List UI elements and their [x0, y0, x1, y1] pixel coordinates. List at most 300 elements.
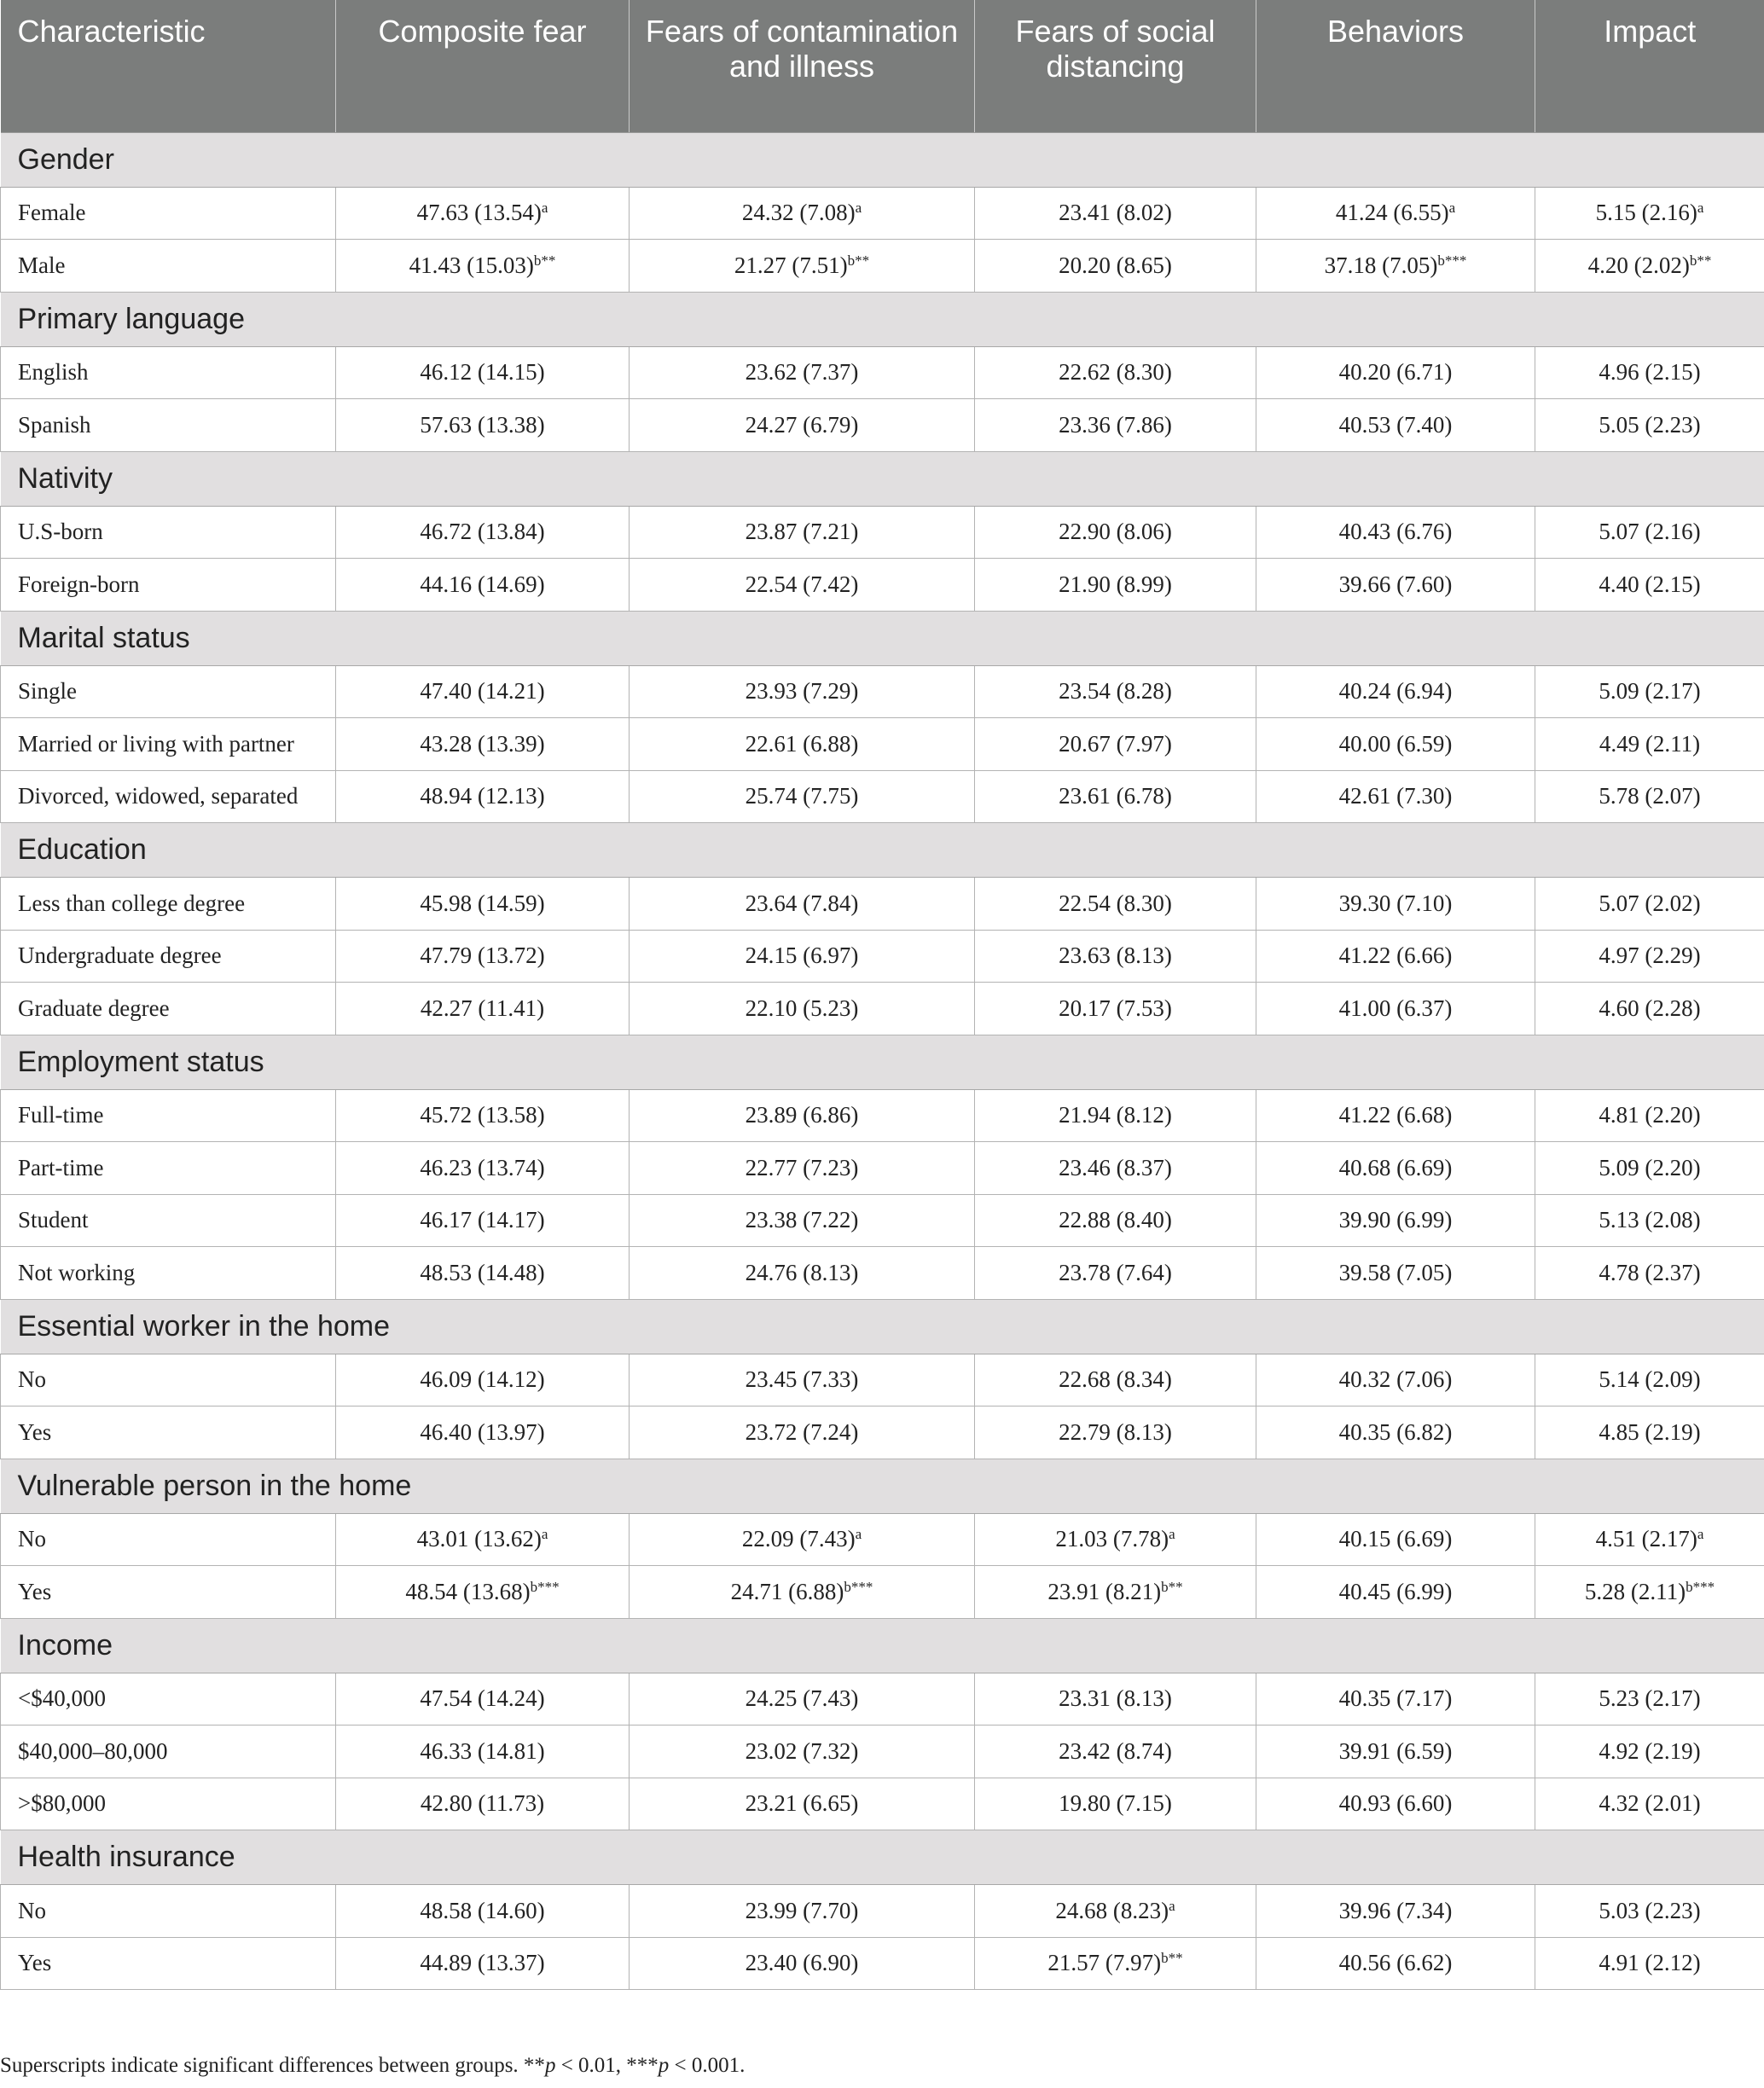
table-cell: [975, 240, 1256, 293]
table-row: [1, 559, 1764, 612]
table-cell: [630, 1726, 975, 1778]
significance-superscript: a: [541, 200, 548, 217]
row-label: No: [1, 1885, 336, 1938]
table-cell: [630, 1513, 975, 1566]
table-cell: [1535, 187, 1764, 240]
group-header-row: [1, 1830, 1764, 1885]
cell-value: 42.27 (11.41): [420, 995, 545, 1021]
cell-value: 4.91 (2.12): [1599, 1950, 1701, 1976]
cell-value: 48.54 (13.68): [405, 1578, 531, 1604]
cell-value: 22.68 (8.34): [1059, 1366, 1172, 1393]
table-cell: [336, 1247, 630, 1300]
cell-value: 22.09 (7.43): [741, 1526, 856, 1552]
header-characteristic: Characteristic: [1, 0, 336, 132]
table-cell: [1535, 1194, 1764, 1247]
table-row: [1, 1726, 1764, 1778]
table-cell: [1535, 1247, 1764, 1300]
cell-value: 39.58 (7.05): [1338, 1259, 1453, 1285]
table-cell: [1256, 1247, 1535, 1300]
cell-value: 5.14 (2.09): [1599, 1366, 1701, 1393]
table-cell: [336, 399, 630, 452]
cell-value: 4.97 (2.29): [1599, 942, 1701, 969]
table-cell: [336, 1354, 630, 1406]
row-label: Yes: [1, 1406, 336, 1459]
group-header-row: [1, 823, 1764, 878]
cell-value: 25.74 (7.75): [745, 783, 859, 809]
cell-value: 23.40 (6.90): [745, 1950, 859, 1976]
cell-value: 39.96 (7.34): [1338, 1897, 1453, 1923]
table-body: [1, 132, 1764, 1990]
table-cell: [336, 718, 630, 771]
row-label: <$40,000: [1, 1673, 336, 1726]
row-label: Less than college degree: [1, 878, 336, 931]
group-header-row: [1, 1299, 1764, 1354]
table-cell: [630, 1885, 975, 1938]
table-cell: [336, 1778, 630, 1830]
footnote-text: < 0.001.: [669, 2054, 746, 2077]
cell-value: 45.98 (14.59): [420, 890, 545, 916]
significance-superscript: a: [1169, 1526, 1175, 1543]
cell-value: 5.78 (2.07): [1599, 783, 1701, 809]
cell-value: 46.09 (14.12): [420, 1366, 545, 1393]
cell-value: 5.09 (2.20): [1599, 1154, 1701, 1180]
significance-superscript: b**: [1689, 252, 1712, 269]
table-cell: [975, 1566, 1256, 1619]
cell-value: 23.91 (8.21): [1047, 1578, 1162, 1604]
cell-value: 40.53 (7.40): [1338, 411, 1453, 438]
table-cell: [630, 665, 975, 718]
table-cell: [1256, 983, 1535, 1035]
table-cell: [336, 1726, 630, 1778]
group-title: Employment status: [1, 1035, 1764, 1089]
cell-value: 42.61 (7.30): [1338, 783, 1453, 809]
table-cell: [630, 1142, 975, 1195]
table-cell: [1256, 506, 1535, 559]
cell-value: 42.80 (11.73): [420, 1790, 545, 1817]
table-cell: [1535, 346, 1764, 399]
row-label: No: [1, 1354, 336, 1406]
group-header-row: [1, 292, 1764, 346]
table-cell: [1256, 878, 1535, 931]
table-cell: [630, 770, 975, 823]
cell-value: 23.72 (7.24): [745, 1418, 859, 1445]
table-cell: [1256, 665, 1535, 718]
cell-value: 5.05 (2.23): [1599, 411, 1701, 438]
significance-superscript: b**: [1161, 1578, 1183, 1595]
table-row: [1, 1778, 1764, 1830]
cell-value: 43.01 (13.62): [416, 1526, 542, 1552]
cell-value: 24.15 (6.97): [745, 942, 859, 969]
table-cell: [975, 506, 1256, 559]
cell-value: 22.10 (5.23): [745, 995, 859, 1021]
cell-value: 23.38 (7.22): [745, 1207, 859, 1233]
cell-value: 4.81 (2.20): [1599, 1102, 1701, 1128]
table-cell: [975, 1673, 1256, 1726]
cell-value: 41.00 (6.37): [1338, 995, 1453, 1021]
table-cell: [336, 1089, 630, 1142]
table-cell: [1535, 1513, 1764, 1566]
header-behaviors: Behaviors: [1256, 0, 1535, 132]
table-cell: [975, 1247, 1256, 1300]
table-cell: [1535, 1406, 1764, 1459]
table-cell: [1535, 665, 1764, 718]
table-cell: [1535, 1354, 1764, 1406]
table-cell: [975, 1406, 1256, 1459]
row-label: Full-time: [1, 1089, 336, 1142]
table-cell: [336, 930, 630, 983]
table-cell: [1535, 1778, 1764, 1830]
cell-value: 23.78 (7.64): [1059, 1259, 1172, 1285]
group-header-row: [1, 132, 1764, 187]
table-row: [1, 1142, 1764, 1195]
table-cell: [336, 665, 630, 718]
row-label: Male: [1, 240, 336, 293]
table-row: [1, 1194, 1764, 1247]
table-cell: [1256, 1354, 1535, 1406]
significance-superscript: b***: [1686, 1578, 1715, 1595]
table-cell: [630, 1089, 975, 1142]
cell-value: 40.43 (6.76): [1338, 519, 1453, 545]
cell-value: 4.85 (2.19): [1599, 1418, 1701, 1445]
table-cell: [975, 665, 1256, 718]
cell-value: 40.00 (6.59): [1338, 730, 1453, 757]
table-cell: [336, 770, 630, 823]
group-title: Primary language: [1, 292, 1764, 346]
cell-value: 40.56 (6.62): [1338, 1950, 1453, 1976]
table-cell: [336, 1194, 630, 1247]
table-header: [1, 0, 1764, 132]
table-row: [1, 1937, 1764, 1990]
cell-value: 39.30 (7.10): [1338, 890, 1453, 916]
cell-value: 5.15 (2.16): [1595, 200, 1697, 226]
table-cell: [975, 1354, 1256, 1406]
cell-value: 46.23 (13.74): [420, 1154, 545, 1180]
table-cell: [975, 718, 1256, 771]
group-title: Education: [1, 823, 1764, 878]
cell-value: 40.93 (6.60): [1338, 1790, 1453, 1817]
row-label: Foreign-born: [1, 559, 336, 612]
cell-value: 23.46 (8.37): [1059, 1154, 1172, 1180]
cell-value: 20.20 (8.65): [1059, 252, 1172, 278]
cell-value: 23.62 (7.37): [745, 359, 859, 386]
table-cell: [975, 770, 1256, 823]
cell-value: 48.94 (12.13): [420, 783, 545, 809]
table-cell: [1256, 1566, 1535, 1619]
cell-value: 4.92 (2.19): [1599, 1737, 1701, 1764]
table-cell: [630, 1194, 975, 1247]
cell-value: 4.78 (2.37): [1599, 1259, 1701, 1285]
table-cell: [975, 1778, 1256, 1830]
table-cell: [975, 1937, 1256, 1990]
table-cell: [630, 1937, 975, 1990]
significance-superscript: b**: [847, 252, 870, 269]
cell-value: 22.90 (8.06): [1059, 519, 1172, 545]
table-cell: [975, 878, 1256, 931]
table-cell: [1535, 240, 1764, 293]
cell-value: 23.87 (7.21): [745, 519, 859, 545]
table-cell: [975, 559, 1256, 612]
cell-value: 43.28 (13.39): [420, 730, 545, 757]
cell-value: 5.13 (2.08): [1599, 1207, 1701, 1233]
cell-value: 40.24 (6.94): [1338, 678, 1453, 705]
cell-value: 4.96 (2.15): [1599, 359, 1701, 386]
significance-superscript: b***: [530, 1578, 560, 1595]
cell-value: 22.61 (6.88): [745, 730, 859, 757]
footnote-text: Superscripts indicate significant differences between groups. **: [0, 2054, 545, 2077]
cell-value: 5.23 (2.17): [1599, 1685, 1701, 1712]
table-cell: [1256, 930, 1535, 983]
group-title: Gender: [1, 132, 1764, 187]
table-cell: [1535, 1566, 1764, 1619]
table-cell: [630, 1247, 975, 1300]
table-cell: [1535, 983, 1764, 1035]
cell-value: 44.89 (13.37): [420, 1950, 545, 1976]
table-row: [1, 930, 1764, 983]
cell-value: 40.35 (6.82): [1338, 1418, 1453, 1445]
row-label: U.S-born: [1, 506, 336, 559]
row-label: Spanish: [1, 399, 336, 452]
cell-value: 24.71 (6.88): [730, 1578, 844, 1604]
table-cell: [630, 399, 975, 452]
table-cell: [336, 346, 630, 399]
table-cell: [630, 878, 975, 931]
table-cell: [1256, 770, 1535, 823]
cell-value: 23.64 (7.84): [745, 890, 859, 916]
table-cell: [975, 346, 1256, 399]
cell-value: 23.42 (8.74): [1059, 1737, 1172, 1764]
cell-value: 41.22 (6.66): [1338, 942, 1453, 969]
group-title: Marital status: [1, 611, 1764, 665]
cell-value: 19.80 (7.15): [1059, 1790, 1172, 1817]
cell-value: 22.79 (8.13): [1059, 1418, 1172, 1445]
table-cell: [1256, 399, 1535, 452]
table-row: [1, 240, 1764, 293]
group-header-row: [1, 1459, 1764, 1513]
table-row: [1, 983, 1764, 1035]
table-cell: [336, 1513, 630, 1566]
table-cell: [975, 1194, 1256, 1247]
cell-value: 39.90 (6.99): [1338, 1207, 1453, 1233]
cell-value: 23.99 (7.70): [745, 1897, 859, 1923]
table-row: [1, 770, 1764, 823]
cell-value: 39.66 (7.60): [1338, 571, 1453, 597]
table-cell: [975, 1089, 1256, 1142]
table-cell: [1256, 1937, 1535, 1990]
cell-value: 24.68 (8.23): [1055, 1897, 1169, 1923]
cell-value: 4.51 (2.17): [1595, 1526, 1697, 1552]
table-cell: [1256, 346, 1535, 399]
table-cell: [1256, 1142, 1535, 1195]
cell-value: 5.09 (2.17): [1599, 678, 1701, 705]
cell-value: 45.72 (13.58): [420, 1102, 545, 1128]
cell-value: 5.28 (2.11): [1584, 1578, 1686, 1604]
table-cell: [975, 399, 1256, 452]
table-cell: [1256, 240, 1535, 293]
cell-value: 4.20 (2.02): [1587, 252, 1690, 278]
significance-superscript: a: [1697, 1526, 1704, 1543]
table-cell: [1535, 1937, 1764, 1990]
cell-value: 41.24 (6.55): [1335, 200, 1449, 226]
row-label: >$80,000: [1, 1778, 336, 1830]
cell-value: 22.77 (7.23): [745, 1154, 859, 1180]
table-row: [1, 1354, 1764, 1406]
significance-superscript: b***: [844, 1578, 873, 1595]
table-row: [1, 399, 1764, 452]
table-cell: [975, 930, 1256, 983]
cell-value: 23.21 (6.65): [745, 1790, 859, 1817]
table-cell: [1256, 559, 1535, 612]
group-title: Vulnerable person in the home: [1, 1459, 1764, 1513]
cell-value: 22.54 (8.30): [1059, 890, 1172, 916]
table-cell: [630, 346, 975, 399]
table-cell: [336, 1937, 630, 1990]
cell-value: 22.62 (8.30): [1059, 359, 1172, 386]
table-cell: [1256, 1513, 1535, 1566]
cell-value: 22.88 (8.40): [1059, 1207, 1172, 1233]
row-label: Student: [1, 1194, 336, 1247]
significance-superscript: b**: [1161, 1950, 1183, 1967]
cell-value: 47.63 (13.54): [416, 200, 542, 226]
table-cell: [1535, 878, 1764, 931]
row-label: Yes: [1, 1937, 336, 1990]
table-cell: [975, 1726, 1256, 1778]
table-cell: [1535, 1726, 1764, 1778]
cell-value: 21.03 (7.78): [1055, 1526, 1169, 1552]
significance-superscript: b**: [533, 252, 556, 269]
significance-superscript: a: [1448, 200, 1456, 217]
table-cell: [975, 187, 1256, 240]
table-cell: [336, 1673, 630, 1726]
table-row: [1, 1247, 1764, 1300]
footnote-text: < 0.01, ***: [555, 2054, 659, 2077]
group-title: Health insurance: [1, 1830, 1764, 1885]
table-cell: [1535, 718, 1764, 771]
table-cell: [1535, 1089, 1764, 1142]
table-cell: [1535, 506, 1764, 559]
cell-value: 20.17 (7.53): [1059, 995, 1172, 1021]
table-row: [1, 506, 1764, 559]
table-cell: [630, 718, 975, 771]
group-header-row: [1, 1618, 1764, 1673]
table-cell: [1535, 1142, 1764, 1195]
header-fears-contamination: Fears of contamination and illness: [630, 0, 975, 132]
group-title: Nativity: [1, 451, 1764, 506]
cell-value: 23.63 (8.13): [1059, 942, 1172, 969]
cell-value: 44.16 (14.69): [420, 571, 545, 597]
cell-value: 23.89 (6.86): [745, 1102, 859, 1128]
table-cell: [630, 1673, 975, 1726]
group-title: Income: [1, 1618, 1764, 1673]
row-label: Not working: [1, 1247, 336, 1300]
table-cell: [630, 1406, 975, 1459]
table-cell: [630, 1354, 975, 1406]
group-header-row: [1, 451, 1764, 506]
cell-value: 23.41 (8.02): [1059, 200, 1172, 226]
cell-value: 5.07 (2.16): [1599, 519, 1701, 545]
cell-value: 21.57 (7.97): [1047, 1950, 1162, 1976]
table-cell: [1535, 1885, 1764, 1938]
cell-value: 40.32 (7.06): [1338, 1366, 1453, 1393]
cell-value: 41.43 (15.03): [409, 252, 534, 278]
group-title: Essential worker in the home: [1, 1299, 1764, 1354]
row-label: Graduate degree: [1, 983, 336, 1035]
row-label: Undergraduate degree: [1, 930, 336, 983]
cell-value: 23.36 (7.86): [1059, 411, 1172, 438]
table-cell: [1256, 1673, 1535, 1726]
table-row: [1, 1566, 1764, 1619]
cell-value: 23.61 (6.78): [1059, 783, 1172, 809]
table-cell: [630, 1566, 975, 1619]
significance-superscript: a: [855, 200, 862, 217]
cell-value: 41.22 (6.68): [1338, 1102, 1453, 1128]
table-cell: [336, 1566, 630, 1619]
cell-value: 40.20 (6.71): [1338, 359, 1453, 386]
table-row: [1, 665, 1764, 718]
table-cell: [630, 1778, 975, 1830]
table-cell: [1256, 1194, 1535, 1247]
header-composite-fear: Composite fear: [336, 0, 630, 132]
cell-value: 4.49 (2.11): [1599, 730, 1701, 757]
group-header-row: [1, 611, 1764, 665]
table-row: [1, 1885, 1764, 1938]
cell-value: 24.25 (7.43): [745, 1685, 859, 1712]
table-cell: [630, 240, 975, 293]
cell-value: 46.33 (14.81): [420, 1737, 545, 1764]
cell-value: 24.76 (8.13): [745, 1259, 859, 1285]
table-cell: [1535, 930, 1764, 983]
table-cell: [975, 1513, 1256, 1566]
cell-value: 23.93 (7.29): [745, 678, 859, 705]
cell-value: 47.79 (13.72): [420, 942, 545, 969]
row-label: Single: [1, 665, 336, 718]
row-label: Yes: [1, 1566, 336, 1619]
cell-value: 5.07 (2.02): [1599, 890, 1701, 916]
cell-value: 48.58 (14.60): [420, 1897, 545, 1923]
cell-value: 57.63 (13.38): [420, 411, 545, 438]
table-cell: [336, 983, 630, 1035]
cell-value: 39.91 (6.59): [1338, 1737, 1453, 1764]
cell-value: 40.45 (6.99): [1338, 1578, 1453, 1604]
table-row: [1, 1673, 1764, 1726]
cell-value: 20.67 (7.97): [1059, 730, 1172, 757]
row-label: Married or living with partner: [1, 718, 336, 771]
table-cell: [336, 187, 630, 240]
table-row: [1, 1089, 1764, 1142]
group-header-row: [1, 1035, 1764, 1089]
footnote-p-italic: p: [544, 2054, 556, 2077]
header-impact: Impact: [1535, 0, 1764, 132]
cell-value: 23.45 (7.33): [745, 1366, 859, 1393]
cell-value: 21.27 (7.51): [734, 252, 848, 278]
table-cell: [1535, 770, 1764, 823]
table-cell: [630, 187, 975, 240]
cell-value: 46.72 (13.84): [420, 519, 545, 545]
cell-value: 40.68 (6.69): [1338, 1154, 1453, 1180]
table-cell: [630, 983, 975, 1035]
table-row: [1, 346, 1764, 399]
cell-value: 24.32 (7.08): [741, 200, 856, 226]
table-cell: [1256, 718, 1535, 771]
table-row: [1, 187, 1764, 240]
table-row: [1, 878, 1764, 931]
table-cell: [975, 1142, 1256, 1195]
cell-value: 4.60 (2.28): [1599, 995, 1701, 1021]
table-cell: [336, 878, 630, 931]
significance-superscript: a: [855, 1526, 862, 1543]
cell-value: 46.17 (14.17): [420, 1207, 545, 1233]
cell-value: 21.90 (8.99): [1059, 571, 1172, 597]
cell-value: 4.40 (2.15): [1599, 571, 1701, 597]
